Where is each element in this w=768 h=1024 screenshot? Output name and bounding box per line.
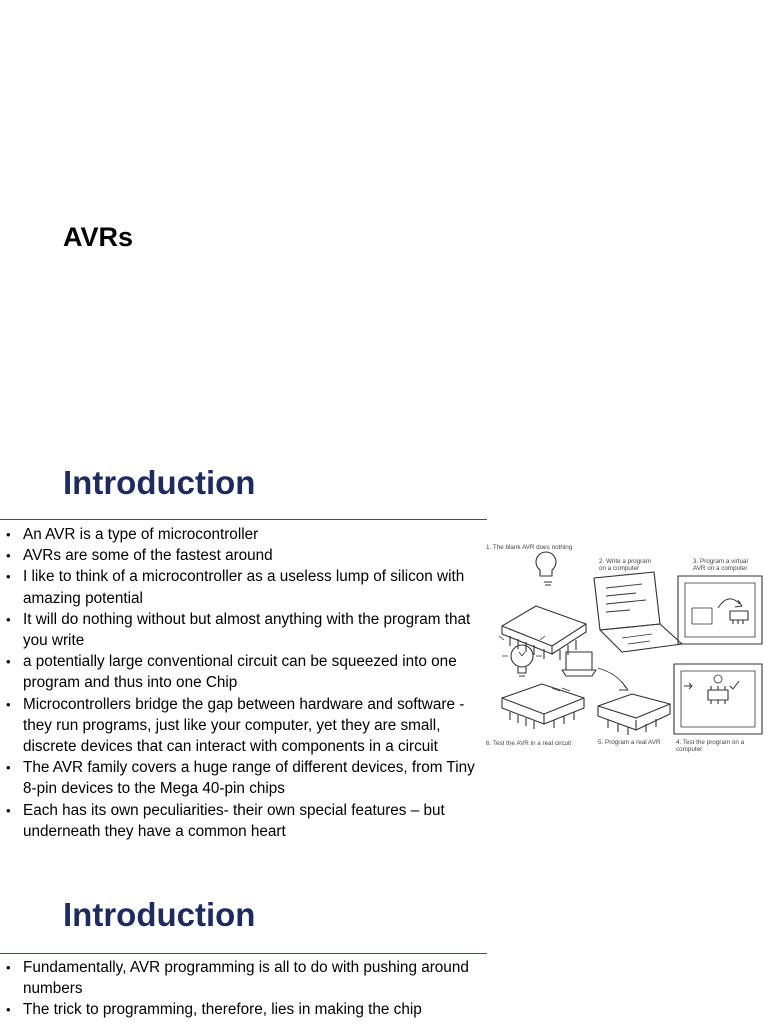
- list-item: • Each has its own peculiarities- their own special features – but underneath they have a common heart: [6, 800, 488, 842]
- chip-icon: [502, 606, 586, 654]
- figure-caption: AVR on a computer: [693, 565, 748, 572]
- laptop-icon: [594, 572, 660, 630]
- slide2-bullet-list: [6, 957, 488, 1021]
- figure-caption: on a computer: [599, 565, 640, 572]
- monitor-icon: [678, 576, 762, 644]
- figure-caption: 5. Program a real AVR: [598, 739, 661, 746]
- list-item: • I like to think of a microcontroller as a useless lump of silicon with amazing potential: [6, 566, 488, 608]
- laptop-icon: [566, 652, 592, 670]
- slide1-title: Introduction: [63, 464, 256, 501]
- list-item: • Microcontrollers bridge the gap between hardware and software - they run programs, just like your computer, yet they are small, discrete devices that can interact with components in a circuit: [6, 694, 488, 758]
- list-item: • It will do nothing without but almost anything with the program that you write: [6, 609, 488, 651]
- monitor-icon: [674, 664, 762, 734]
- title-rule: [0, 953, 487, 954]
- list-item: • An AVR is a type of microcontroller: [6, 524, 488, 545]
- figure-caption: 4. Test the program on a: [676, 739, 745, 746]
- figure-caption: computer: [676, 746, 703, 753]
- slide2-title: Introduction: [63, 896, 256, 933]
- title-rule: [0, 519, 487, 520]
- slide1-bullet-list: [6, 524, 488, 842]
- figure-caption: 2. Write a program: [599, 558, 652, 565]
- figure-caption: 6. Test the AVR in a real circuit: [486, 740, 572, 747]
- list-item: • The AVR family covers a huge range of different devices, from Tiny 8-pin devices to the Mega 40-pin chips: [6, 757, 488, 799]
- figure-caption: 1. The blank AVR does nothing: [486, 544, 573, 551]
- list-item: • The trick to programming, therefore, lies in making the chip: [6, 999, 488, 1020]
- list-item: • a potentially large conventional circuit can be squeezed into one program and thus into one Chip: [6, 651, 488, 693]
- figure-caption: 3. Program a virtual: [693, 558, 748, 565]
- lightbulb-icon: [536, 552, 556, 576]
- list-item: • Fundamentally, AVR programming is all to do with pushing around numbers: [6, 957, 488, 999]
- list-item: • AVRs are some of the fastest around: [6, 545, 488, 566]
- avr-workflow-illustration: [482, 538, 767, 760]
- cover-title: AVRs: [63, 222, 134, 252]
